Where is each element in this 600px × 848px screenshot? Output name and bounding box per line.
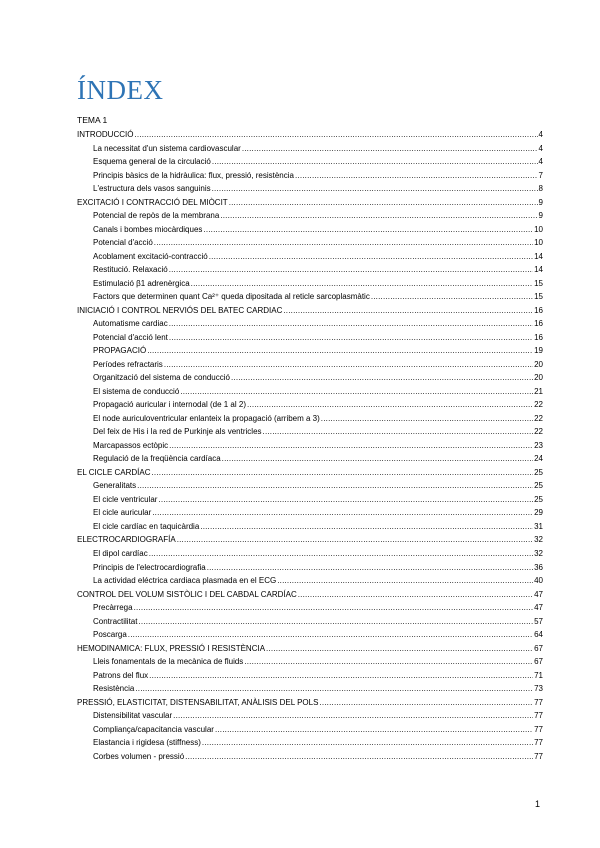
toc-entry-title: INTRODUCCIÓ	[77, 130, 134, 139]
toc-subsection-entry[interactable]	[77, 602, 543, 616]
toc-entry-page: 67	[534, 657, 543, 667]
toc-entry-page: 36	[534, 562, 543, 572]
toc-dot-leader	[173, 710, 533, 721]
toc-subsection-entry[interactable]	[77, 183, 543, 197]
toc-entry-title: Regulació de la freqüència cardíaca	[93, 454, 221, 464]
toc-entry-title: EL CICLE CARDÍAC	[77, 467, 151, 477]
tema-label: TEMA 1	[77, 115, 108, 125]
toc-subsection-entry[interactable]	[77, 143, 543, 157]
toc-subsection-entry[interactable]	[77, 224, 543, 238]
toc-section-entry[interactable]	[77, 129, 543, 143]
toc-subsection-entry[interactable]	[77, 372, 543, 386]
toc-entry-title: El cicle auricular	[93, 508, 152, 518]
toc-dot-leader	[222, 453, 533, 464]
toc-subsection-entry[interactable]	[77, 562, 543, 576]
toc-entry-page: 64	[534, 630, 543, 640]
toc-dot-leader	[169, 264, 533, 275]
toc-dot-leader	[244, 656, 533, 667]
toc-subsection-entry[interactable]	[77, 480, 543, 494]
toc-entry-title: Generalitats	[93, 481, 137, 491]
toc-entry-page: 8	[538, 184, 543, 194]
toc-dot-leader	[152, 507, 533, 518]
toc-entry-page: 20	[534, 373, 543, 383]
toc-subsection-entry[interactable]	[77, 156, 543, 170]
toc-entry-title: Poscarga	[93, 630, 127, 640]
toc-entry-page: 7	[538, 170, 543, 180]
toc-entry-page: 31	[534, 521, 543, 531]
toc-dot-leader	[209, 251, 533, 262]
toc-entry-title: El node auriculoventricular enlanteix la propagació (arribem a 3)	[93, 413, 320, 423]
toc-entry-title: Distensibilitat vascular	[93, 711, 173, 721]
toc-subsection-entry[interactable]	[77, 413, 543, 427]
toc-section-entry[interactable]	[77, 534, 543, 548]
toc-entry-page: 77	[534, 738, 543, 748]
toc-entry-title: CONTROL DEL VOLUM SISTÒLIC I DEL CABDAL CARDÍAC	[77, 589, 297, 599]
toc-entry-page: 9	[538, 211, 543, 221]
toc-entry-title: INICIACIÓ I CONTROL NERVIÓS DEL BATEC CARDIAC	[77, 305, 283, 315]
toc-section-entry[interactable]	[77, 305, 543, 319]
toc-entry-title: Lleis fonamentals de la mecànica de fluids	[93, 657, 244, 667]
toc-dot-leader	[212, 156, 538, 167]
toc-subsection-entry[interactable]	[77, 453, 543, 467]
toc-subsection-entry[interactable]	[77, 345, 543, 359]
toc-dot-leader	[229, 197, 538, 208]
toc-dot-leader	[295, 170, 538, 181]
toc-entry-title: Canals i bombes miocàrdiques	[93, 224, 203, 234]
toc-subsection-entry[interactable]	[77, 251, 543, 265]
toc-section-entry[interactable]	[77, 589, 543, 603]
toc-entry-title: Patrons del flux	[93, 670, 149, 680]
toc-subsection-entry[interactable]	[77, 440, 543, 454]
toc-subsection-entry[interactable]	[77, 170, 543, 184]
toc-subsection-entry[interactable]	[77, 264, 543, 278]
toc-entry-title: Corbes volumen - pressió	[93, 751, 185, 761]
toc-entry-page: 25	[534, 494, 543, 504]
toc-entry-title: Marcapassos ectòpic	[93, 440, 169, 450]
toc-dot-leader	[169, 440, 533, 451]
toc-entry-page: 32	[534, 535, 543, 545]
toc-entry-title: Organització del sistema de conducció	[93, 373, 230, 383]
page-number: 1	[535, 799, 541, 809]
toc-entry-page: 47	[534, 603, 543, 613]
toc-entry-page: 4	[538, 130, 543, 139]
toc-dot-leader	[134, 602, 534, 613]
toc-dot-leader	[185, 751, 533, 762]
toc-dot-leader	[242, 143, 538, 154]
toc-subsection-entry[interactable]	[77, 737, 543, 751]
toc-entry-title: PROPAGACIÓ	[93, 346, 147, 356]
toc-dot-leader	[135, 683, 533, 694]
toc-subsection-entry[interactable]	[77, 237, 543, 251]
toc-subsection-entry[interactable]	[77, 399, 543, 413]
toc-subsection-entry[interactable]	[77, 210, 543, 224]
toc-entry-page: 40	[534, 576, 543, 586]
toc-entry-page: 4	[538, 157, 543, 167]
toc-entry-page: 21	[534, 386, 543, 396]
toc-dot-leader	[169, 332, 533, 343]
toc-subsection-entry[interactable]	[77, 751, 543, 765]
toc-entry-title: PRESSIÓ, ELASTICITAT, DISTENSABILITAT, ANÀLISIS DEL POLS	[77, 697, 319, 707]
toc-entry-title: Restitució. Relaxació	[93, 265, 168, 275]
toc-subsection-entry[interactable]	[77, 521, 543, 535]
toc-entry-page: 14	[534, 251, 543, 261]
toc-dot-leader	[200, 521, 533, 532]
toc-entry-page: 15	[534, 278, 543, 288]
toc-subsection-entry[interactable]	[77, 710, 543, 724]
toc-entry-page: 10	[534, 238, 543, 248]
toc-subsection-entry[interactable]	[77, 548, 543, 562]
toc-entry-page: 22	[534, 427, 543, 437]
toc-subsection-entry[interactable]	[77, 724, 543, 738]
toc-entry-title: Potencial d'acció	[93, 238, 153, 248]
toc-entry-title: Estimulació β1 adrenèrgica	[93, 278, 190, 288]
toc-entry-page: 16	[534, 332, 543, 342]
toc-entry-page: 77	[534, 697, 543, 707]
toc-entry-page: 9	[538, 197, 543, 207]
toc-subsection-entry[interactable]	[77, 629, 543, 643]
toc-entry-title: El sistema de conducció	[93, 386, 180, 396]
toc-dot-leader	[220, 210, 537, 221]
toc-entry-title: El cicle cardíac en taquicàrdia	[93, 521, 200, 531]
toc-dot-leader	[169, 318, 533, 329]
toc-dot-leader	[128, 629, 533, 640]
toc-subsection-entry[interactable]	[77, 278, 543, 292]
toc-entry-title: L'estructura dels vasos sanguinis	[93, 184, 211, 194]
toc-subsection-entry[interactable]	[77, 359, 543, 373]
toc-dot-leader	[164, 359, 533, 370]
toc-entry-title: Contractilitat	[93, 616, 138, 626]
toc-entry-page: 77	[534, 724, 543, 734]
toc-entry-title: Propagació auricular i internodal (de 1 al 2)	[93, 400, 246, 410]
toc-entry-title: Principis bàsics de la hidràulica: flux, pressió, resistència	[93, 170, 294, 180]
toc-dot-leader	[231, 372, 533, 383]
toc-subsection-entry[interactable]	[77, 494, 543, 508]
toc-section-entry[interactable]	[77, 643, 543, 657]
toc-entry-page: 24	[534, 454, 543, 464]
toc-dot-leader	[247, 399, 533, 410]
toc-dot-leader	[371, 291, 533, 302]
toc-dot-leader	[191, 278, 533, 289]
toc-entry-title: El cicle ventricular	[93, 494, 158, 504]
toc-dot-leader	[152, 467, 534, 478]
toc-entry-page: 77	[534, 711, 543, 721]
toc-dot-leader	[298, 589, 533, 600]
toc-entry-page: 16	[534, 319, 543, 329]
toc-entry-page: 25	[534, 481, 543, 491]
toc-entry-title: HEMODINAMICA: FLUX, PRESSIÓ I RESISTÈNCIA	[77, 643, 266, 653]
table-of-contents	[77, 129, 543, 764]
toc-entry-page: 14	[534, 265, 543, 275]
toc-dot-leader	[154, 237, 533, 248]
toc-entry-title: Períodes refractaris	[93, 359, 163, 369]
toc-subsection-entry[interactable]	[77, 670, 543, 684]
index-title: ÍNDEX	[77, 75, 164, 105]
toc-entry-page: 25	[534, 467, 543, 477]
toc-subsection-entry[interactable]	[77, 656, 543, 670]
toc-dot-leader	[207, 562, 533, 573]
toc-section-entry[interactable]	[77, 697, 543, 711]
toc-section-entry[interactable]	[77, 197, 543, 211]
toc-subsection-entry[interactable]	[77, 683, 543, 697]
toc-dot-leader	[263, 426, 534, 437]
toc-entry-page: 16	[534, 305, 543, 315]
toc-dot-leader	[134, 129, 537, 140]
toc-entry-title: La necessitat d'un sistema cardiovascular	[93, 143, 241, 153]
toc-dot-leader	[138, 616, 533, 627]
toc-dot-leader	[319, 697, 533, 708]
toc-entry-title: El dipol cardíac	[93, 548, 148, 558]
toc-entry-page: 4	[538, 143, 543, 153]
toc-dot-leader	[177, 534, 533, 545]
toc-subsection-entry[interactable]	[77, 616, 543, 630]
toc-entry-title: Potencial de repòs de la membrana	[93, 211, 220, 221]
toc-dot-leader	[212, 183, 538, 194]
toc-entry-title: La actividad eléctrica cardiaca plasmada en el ECG	[93, 576, 277, 586]
toc-entry-page: 57	[534, 616, 543, 626]
toc-dot-leader	[277, 575, 533, 586]
toc-entry-page: 10	[534, 224, 543, 234]
toc-dot-leader	[321, 413, 533, 424]
toc-entry-title: Resistència	[93, 684, 135, 694]
toc-subsection-entry[interactable]	[77, 507, 543, 521]
toc-entry-page: 47	[534, 589, 543, 599]
toc-dot-leader	[202, 737, 533, 748]
toc-entry-page: 73	[534, 684, 543, 694]
toc-entry-title: Acoblament excitació-contracció	[93, 251, 208, 261]
toc-entry-page: 20	[534, 359, 543, 369]
toc-dot-leader	[203, 224, 533, 235]
toc-entry-page: 67	[534, 643, 543, 653]
toc-dot-leader	[137, 480, 533, 491]
toc-entry-page: 71	[534, 670, 543, 680]
toc-subsection-entry[interactable]	[77, 291, 543, 305]
toc-subsection-entry[interactable]	[77, 332, 543, 346]
toc-entry-page: 15	[534, 292, 543, 302]
toc-dot-leader	[283, 305, 533, 316]
toc-entry-title: Automatisme cardiac	[93, 319, 168, 329]
toc-entry-title: Esquema general de la circulació	[93, 157, 211, 167]
toc-dot-leader	[149, 670, 533, 681]
toc-section-entry[interactable]	[77, 467, 543, 481]
toc-subsection-entry[interactable]	[77, 386, 543, 400]
toc-dot-leader	[266, 643, 533, 654]
toc-entry-page: 29	[534, 508, 543, 518]
toc-dot-leader	[147, 345, 533, 356]
toc-entry-title: Complianҫa/capacitancia vascular	[93, 724, 214, 734]
toc-entry-title: Precàrrega	[93, 603, 133, 613]
toc-entry-title: Potencial d'acció lent	[93, 332, 168, 342]
toc-entry-page: 77	[534, 751, 543, 761]
toc-entry-page: 19	[534, 346, 543, 356]
toc-entry-page: 22	[534, 413, 543, 423]
toc-entry-page: 23	[534, 440, 543, 450]
toc-entry-page: 32	[534, 548, 543, 558]
toc-subsection-entry[interactable]	[77, 426, 543, 440]
toc-subsection-entry[interactable]	[77, 318, 543, 332]
toc-entry-title: ELECTROCARDIOGRAFÍA	[77, 535, 176, 545]
toc-subsection-entry[interactable]	[77, 575, 543, 589]
toc-dot-leader	[180, 386, 533, 397]
toc-dot-leader	[158, 494, 533, 505]
toc-entry-page: 22	[534, 400, 543, 410]
toc-entry-title: Principis de l'electrocardiografia	[93, 562, 206, 572]
toc-entry-title: Elastancia i rigidesa (stiffness)	[93, 738, 201, 748]
toc-entry-title: EXCITACIÓ I CONTRACCIÓ DEL MIÒCIT	[77, 197, 228, 207]
toc-entry-title: Del feix de His i la red de Purkinje als ventricles	[93, 427, 262, 437]
toc-dot-leader	[149, 548, 533, 559]
toc-entry-title: Factors que determinen quant Ca²⁺ queda dipositada al reticle sarcoplasmàtic	[93, 292, 370, 302]
toc-dot-leader	[215, 724, 533, 735]
